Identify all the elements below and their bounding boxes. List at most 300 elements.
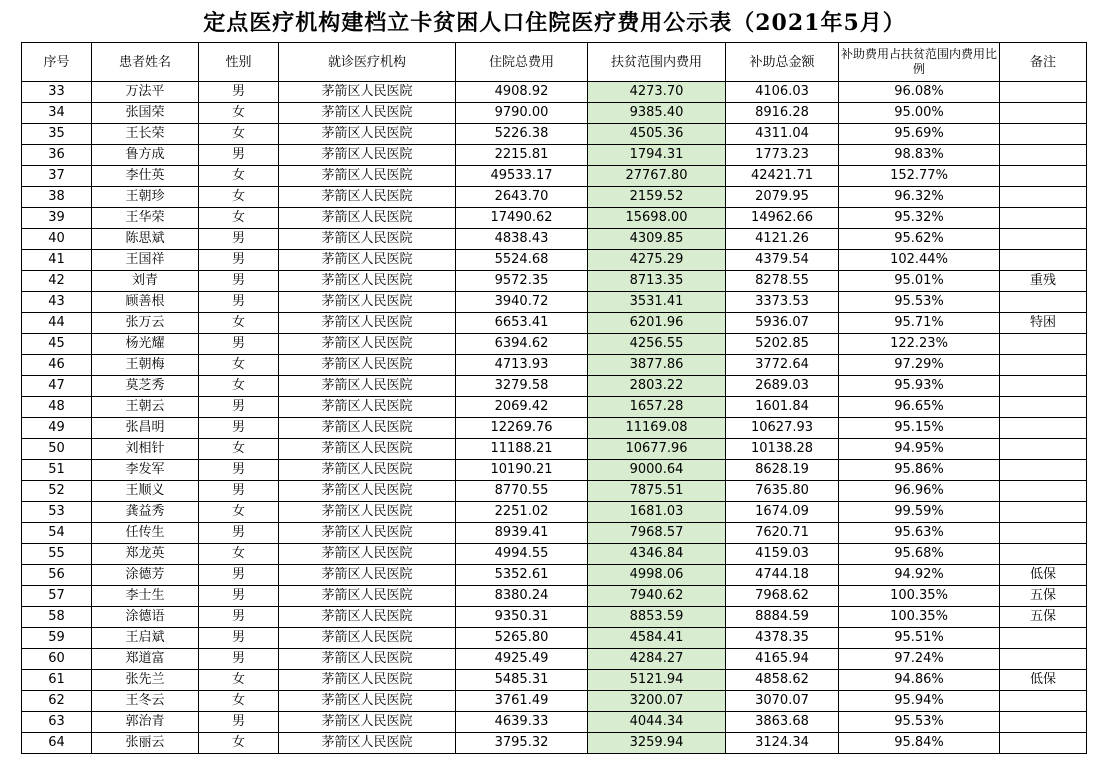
cell-poverty-cost: 4584.41 (588, 628, 726, 649)
table-row (22, 649, 1087, 670)
cell-patient-name: 王长荣 (92, 124, 199, 145)
cell-patient-name: 顾善根 (92, 292, 199, 313)
cell-patient-name: 张万云 (92, 313, 199, 334)
cell-gender: 女 (199, 544, 279, 565)
cell-gender: 男 (199, 229, 279, 250)
cell-hospital: 茅箭区人民医院 (279, 628, 456, 649)
cell-gender: 女 (199, 670, 279, 691)
cell-hospital: 茅箭区人民医院 (279, 145, 456, 166)
page-title: 定点医疗机构建档立卡贫困人口住院医疗费用公示表（2021年5月） (203, 10, 906, 36)
cell-poverty-cost: 7968.57 (588, 523, 726, 544)
cell-hospital: 茅箭区人民医院 (279, 355, 456, 376)
cell-total-cost: 4925.49 (456, 649, 588, 670)
cell-gender: 女 (199, 733, 279, 754)
cell-ratio: 94.86% (839, 670, 1000, 691)
cell-poverty-cost: 4998.06 (588, 565, 726, 586)
cell-poverty-cost: 1794.31 (588, 145, 726, 166)
cell-poverty-cost: 2159.52 (588, 187, 726, 208)
cell-subsidy: 3772.64 (726, 355, 839, 376)
cell-subsidy: 5936.07 (726, 313, 839, 334)
cell-subsidy: 7620.71 (726, 523, 839, 544)
cell-poverty-cost: 3877.86 (588, 355, 726, 376)
cell-total-cost: 17490.62 (456, 208, 588, 229)
table-row (22, 523, 1087, 544)
table-row (22, 292, 1087, 313)
table-row (22, 271, 1087, 292)
cell-no: 50 (22, 439, 92, 460)
header-subsidy: 补助总金额 (726, 43, 839, 82)
cell-hospital: 茅箭区人民医院 (279, 103, 456, 124)
cell-subsidy: 14962.66 (726, 208, 839, 229)
cell-no: 35 (22, 124, 92, 145)
cell-ratio: 95.94% (839, 691, 1000, 712)
cell-ratio: 95.71% (839, 313, 1000, 334)
cell-patient-name: 李士生 (92, 586, 199, 607)
cell-poverty-cost: 4273.70 (588, 82, 726, 103)
cell-total-cost: 10190.21 (456, 460, 588, 481)
cell-note (1000, 712, 1087, 733)
cell-subsidy: 7635.80 (726, 481, 839, 502)
table-row (22, 565, 1087, 586)
table-row (22, 544, 1087, 565)
cell-gender: 男 (199, 607, 279, 628)
cell-note: 重残 (1000, 271, 1087, 292)
cell-hospital: 茅箭区人民医院 (279, 502, 456, 523)
cell-gender: 女 (199, 313, 279, 334)
cell-poverty-cost: 10677.96 (588, 439, 726, 460)
cell-patient-name: 涂德语 (92, 607, 199, 628)
cell-no: 38 (22, 187, 92, 208)
cell-no: 46 (22, 355, 92, 376)
cell-hospital: 茅箭区人民医院 (279, 418, 456, 439)
cell-total-cost: 3279.58 (456, 376, 588, 397)
cell-hospital: 茅箭区人民医院 (279, 607, 456, 628)
cell-gender: 女 (199, 502, 279, 523)
cell-ratio: 96.32% (839, 187, 1000, 208)
cell-subsidy: 8916.28 (726, 103, 839, 124)
header-hospital: 就诊医疗机构 (279, 43, 456, 82)
table-row (22, 187, 1087, 208)
cell-patient-name: 刘青 (92, 271, 199, 292)
cell-patient-name: 杨光耀 (92, 334, 199, 355)
cell-poverty-cost: 27767.80 (588, 166, 726, 187)
cell-patient-name: 李发军 (92, 460, 199, 481)
cell-hospital: 茅箭区人民医院 (279, 292, 456, 313)
cell-patient-name: 王启斌 (92, 628, 199, 649)
cell-subsidy: 4106.03 (726, 82, 839, 103)
cell-note (1000, 439, 1087, 460)
cell-no: 57 (22, 586, 92, 607)
cell-hospital: 茅箭区人民医院 (279, 460, 456, 481)
cell-total-cost: 2251.02 (456, 502, 588, 523)
cell-gender: 男 (199, 586, 279, 607)
cell-note (1000, 544, 1087, 565)
cell-ratio: 96.65% (839, 397, 1000, 418)
cell-total-cost: 4713.93 (456, 355, 588, 376)
cell-total-cost: 8770.55 (456, 481, 588, 502)
cell-no: 60 (22, 649, 92, 670)
cell-total-cost: 2069.42 (456, 397, 588, 418)
cell-note (1000, 145, 1087, 166)
table-row (22, 82, 1087, 103)
cell-ratio: 96.96% (839, 481, 1000, 502)
cell-poverty-cost: 3531.41 (588, 292, 726, 313)
cell-gender: 男 (199, 418, 279, 439)
cell-no: 47 (22, 376, 92, 397)
cell-gender: 女 (199, 439, 279, 460)
cell-no: 34 (22, 103, 92, 124)
cell-gender: 女 (199, 691, 279, 712)
cell-total-cost: 9350.31 (456, 607, 588, 628)
cell-total-cost: 9572.35 (456, 271, 588, 292)
cell-no: 53 (22, 502, 92, 523)
cell-subsidy: 1773.23 (726, 145, 839, 166)
cell-ratio: 95.93% (839, 376, 1000, 397)
cell-hospital: 茅箭区人民医院 (279, 586, 456, 607)
cell-gender: 男 (199, 292, 279, 313)
cell-gender: 女 (199, 355, 279, 376)
cell-ratio: 95.86% (839, 460, 1000, 481)
cell-patient-name: 张丽云 (92, 733, 199, 754)
cell-ratio: 95.32% (839, 208, 1000, 229)
cell-total-cost: 5524.68 (456, 250, 588, 271)
cell-patient-name: 王顺义 (92, 481, 199, 502)
cell-ratio: 95.00% (839, 103, 1000, 124)
cell-hospital: 茅箭区人民医院 (279, 82, 456, 103)
table-row (22, 502, 1087, 523)
cell-note (1000, 355, 1087, 376)
cell-ratio: 100.35% (839, 607, 1000, 628)
cell-hospital: 茅箭区人民医院 (279, 271, 456, 292)
cell-no: 42 (22, 271, 92, 292)
cell-no: 51 (22, 460, 92, 481)
cell-note (1000, 691, 1087, 712)
cell-subsidy: 8628.19 (726, 460, 839, 481)
cell-note: 特困 (1000, 313, 1087, 334)
cell-poverty-cost: 3259.94 (588, 733, 726, 754)
table-row (22, 439, 1087, 460)
cell-gender: 男 (199, 397, 279, 418)
cell-poverty-cost: 3200.07 (588, 691, 726, 712)
cell-poverty-cost: 4309.85 (588, 229, 726, 250)
cell-ratio: 97.29% (839, 355, 1000, 376)
table-row (22, 481, 1087, 502)
cell-subsidy: 8278.55 (726, 271, 839, 292)
cell-ratio: 95.63% (839, 523, 1000, 544)
cell-gender: 男 (199, 82, 279, 103)
cell-total-cost: 4908.92 (456, 82, 588, 103)
cell-ratio: 96.08% (839, 82, 1000, 103)
cell-subsidy: 1601.84 (726, 397, 839, 418)
cell-poverty-cost: 4346.84 (588, 544, 726, 565)
cell-subsidy: 4165.94 (726, 649, 839, 670)
cell-ratio: 95.51% (839, 628, 1000, 649)
cell-no: 33 (22, 82, 92, 103)
cell-patient-name: 莫芝秀 (92, 376, 199, 397)
cell-no: 63 (22, 712, 92, 733)
cell-note (1000, 502, 1087, 523)
cell-gender: 男 (199, 271, 279, 292)
header-note: 备注 (1000, 43, 1087, 82)
cell-hospital: 茅箭区人民医院 (279, 712, 456, 733)
cell-subsidy: 4311.04 (726, 124, 839, 145)
cell-patient-name: 郑道富 (92, 649, 199, 670)
cell-ratio: 95.62% (839, 229, 1000, 250)
cell-no: 59 (22, 628, 92, 649)
cell-ratio: 95.53% (839, 712, 1000, 733)
cell-note: 五保 (1000, 586, 1087, 607)
cell-total-cost: 5226.38 (456, 124, 588, 145)
cell-poverty-cost: 7940.62 (588, 586, 726, 607)
cell-poverty-cost: 4275.29 (588, 250, 726, 271)
cell-poverty-cost: 5121.94 (588, 670, 726, 691)
cell-note (1000, 250, 1087, 271)
cell-total-cost: 9790.00 (456, 103, 588, 124)
cell-gender: 女 (199, 124, 279, 145)
cell-poverty-cost: 1657.28 (588, 397, 726, 418)
cell-ratio: 95.15% (839, 418, 1000, 439)
cell-note (1000, 187, 1087, 208)
table-row (22, 670, 1087, 691)
cell-patient-name: 郭治青 (92, 712, 199, 733)
cell-note (1000, 82, 1087, 103)
cell-hospital: 茅箭区人民医院 (279, 208, 456, 229)
cell-hospital: 茅箭区人民医院 (279, 313, 456, 334)
cell-subsidy: 42421.71 (726, 166, 839, 187)
cell-note (1000, 418, 1087, 439)
table-row (22, 166, 1087, 187)
cell-patient-name: 张昌明 (92, 418, 199, 439)
cell-gender: 男 (199, 565, 279, 586)
table-row (22, 208, 1087, 229)
cell-no: 55 (22, 544, 92, 565)
cell-total-cost: 2215.81 (456, 145, 588, 166)
cell-gender: 男 (199, 334, 279, 355)
cell-gender: 男 (199, 712, 279, 733)
cell-hospital: 茅箭区人民医院 (279, 439, 456, 460)
cell-gender: 女 (199, 376, 279, 397)
cell-subsidy: 3070.07 (726, 691, 839, 712)
cell-total-cost: 6394.62 (456, 334, 588, 355)
cell-ratio: 122.23% (839, 334, 1000, 355)
cell-total-cost: 4639.33 (456, 712, 588, 733)
cell-patient-name: 王朝珍 (92, 187, 199, 208)
cell-hospital: 茅箭区人民医院 (279, 124, 456, 145)
table-row (22, 145, 1087, 166)
cell-subsidy: 3373.53 (726, 292, 839, 313)
cell-poverty-cost: 8713.35 (588, 271, 726, 292)
header-name: 患者姓名 (92, 43, 199, 82)
cell-poverty-cost: 11169.08 (588, 418, 726, 439)
cell-subsidy: 2689.03 (726, 376, 839, 397)
cell-no: 56 (22, 565, 92, 586)
cell-gender: 男 (199, 523, 279, 544)
cell-no: 43 (22, 292, 92, 313)
cell-note (1000, 103, 1087, 124)
cell-ratio: 100.35% (839, 586, 1000, 607)
cell-ratio: 102.44% (839, 250, 1000, 271)
cell-subsidy: 4378.35 (726, 628, 839, 649)
cell-hospital: 茅箭区人民医院 (279, 523, 456, 544)
cell-ratio: 95.01% (839, 271, 1000, 292)
cell-poverty-cost: 7875.51 (588, 481, 726, 502)
table-row (22, 586, 1087, 607)
cell-ratio: 95.68% (839, 544, 1000, 565)
table-row (22, 397, 1087, 418)
cell-no: 36 (22, 145, 92, 166)
cell-ratio: 95.84% (839, 733, 1000, 754)
cell-hospital: 茅箭区人民医院 (279, 649, 456, 670)
cell-note (1000, 523, 1087, 544)
header-gender: 性别 (199, 43, 279, 82)
cell-note (1000, 628, 1087, 649)
cell-ratio: 98.83% (839, 145, 1000, 166)
cell-poverty-cost: 8853.59 (588, 607, 726, 628)
cell-subsidy: 5202.85 (726, 334, 839, 355)
cell-patient-name: 王国祥 (92, 250, 199, 271)
header-ratio: 补助费用占扶贫范围内费用比例 (839, 43, 1000, 82)
cell-note: 五保 (1000, 607, 1087, 628)
cell-ratio: 95.53% (839, 292, 1000, 313)
cell-subsidy: 10138.28 (726, 439, 839, 460)
cell-gender: 男 (199, 145, 279, 166)
cell-patient-name: 郑龙英 (92, 544, 199, 565)
table-row (22, 418, 1087, 439)
header-poverty-cost: 扶贫范围内费用 (588, 43, 726, 82)
cell-note: 低保 (1000, 565, 1087, 586)
cell-no: 44 (22, 313, 92, 334)
header-row (22, 43, 1087, 82)
table-row (22, 733, 1087, 754)
cell-hospital: 茅箭区人民医院 (279, 397, 456, 418)
cell-gender: 女 (199, 208, 279, 229)
table-row (22, 334, 1087, 355)
cell-hospital: 茅箭区人民医院 (279, 733, 456, 754)
cell-patient-name: 王华荣 (92, 208, 199, 229)
header-total-cost: 住院总费用 (456, 43, 588, 82)
cell-total-cost: 4838.43 (456, 229, 588, 250)
cell-patient-name: 龚益秀 (92, 502, 199, 523)
cell-total-cost: 3940.72 (456, 292, 588, 313)
cell-total-cost: 5352.61 (456, 565, 588, 586)
cell-ratio: 97.24% (839, 649, 1000, 670)
cell-poverty-cost: 9000.64 (588, 460, 726, 481)
cell-no: 58 (22, 607, 92, 628)
cell-note (1000, 481, 1087, 502)
cell-patient-name: 任传生 (92, 523, 199, 544)
cell-no: 54 (22, 523, 92, 544)
cell-hospital: 茅箭区人民医院 (279, 376, 456, 397)
table-row (22, 229, 1087, 250)
cell-patient-name: 张国荣 (92, 103, 199, 124)
cell-note (1000, 733, 1087, 754)
cell-total-cost: 2643.70 (456, 187, 588, 208)
cell-note (1000, 124, 1087, 145)
cell-gender: 男 (199, 481, 279, 502)
cell-gender: 男 (199, 250, 279, 271)
cell-gender: 男 (199, 460, 279, 481)
cell-total-cost: 11188.21 (456, 439, 588, 460)
table-row (22, 712, 1087, 733)
cell-patient-name: 张先兰 (92, 670, 199, 691)
cell-poverty-cost: 6201.96 (588, 313, 726, 334)
cell-subsidy: 7968.62 (726, 586, 839, 607)
table-row (22, 250, 1087, 271)
cell-no: 45 (22, 334, 92, 355)
cell-gender: 男 (199, 649, 279, 670)
cell-gender: 女 (199, 166, 279, 187)
cell-note (1000, 166, 1087, 187)
cell-total-cost: 5485.31 (456, 670, 588, 691)
cell-subsidy: 3863.68 (726, 712, 839, 733)
cell-poverty-cost: 2803.22 (588, 376, 726, 397)
cell-no: 48 (22, 397, 92, 418)
cell-patient-name: 万法平 (92, 82, 199, 103)
cell-subsidy: 4744.18 (726, 565, 839, 586)
cell-note (1000, 292, 1087, 313)
cell-hospital: 茅箭区人民医院 (279, 565, 456, 586)
cell-ratio: 94.92% (839, 565, 1000, 586)
table-row (22, 313, 1087, 334)
cell-note (1000, 397, 1087, 418)
cell-poverty-cost: 9385.40 (588, 103, 726, 124)
header-no: 序号 (22, 43, 92, 82)
cell-poverty-cost: 4256.55 (588, 334, 726, 355)
cell-ratio: 152.77% (839, 166, 1000, 187)
cell-patient-name: 李仕英 (92, 166, 199, 187)
cell-note (1000, 334, 1087, 355)
cell-hospital: 茅箭区人民医院 (279, 250, 456, 271)
cell-poverty-cost: 4505.36 (588, 124, 726, 145)
cell-total-cost: 12269.76 (456, 418, 588, 439)
table-row (22, 355, 1087, 376)
cell-no: 64 (22, 733, 92, 754)
cell-note (1000, 208, 1087, 229)
cell-patient-name: 陈思斌 (92, 229, 199, 250)
cell-gender: 女 (199, 103, 279, 124)
cell-total-cost: 6653.41 (456, 313, 588, 334)
cell-poverty-cost: 4284.27 (588, 649, 726, 670)
cell-total-cost: 3761.49 (456, 691, 588, 712)
cell-no: 39 (22, 208, 92, 229)
cell-ratio: 99.59% (839, 502, 1000, 523)
cell-no: 40 (22, 229, 92, 250)
cell-note (1000, 229, 1087, 250)
cell-patient-name: 涂德芳 (92, 565, 199, 586)
cell-gender: 男 (199, 628, 279, 649)
cell-subsidy: 3124.34 (726, 733, 839, 754)
cell-hospital: 茅箭区人民医院 (279, 334, 456, 355)
table-row (22, 628, 1087, 649)
cell-subsidy: 1674.09 (726, 502, 839, 523)
cell-patient-name: 刘相针 (92, 439, 199, 460)
cell-note: 低保 (1000, 670, 1087, 691)
cell-poverty-cost: 15698.00 (588, 208, 726, 229)
cell-no: 61 (22, 670, 92, 691)
cell-ratio: 95.69% (839, 124, 1000, 145)
table-row (22, 691, 1087, 712)
cell-subsidy: 4379.54 (726, 250, 839, 271)
cell-ratio: 94.95% (839, 439, 1000, 460)
cell-subsidy: 4121.26 (726, 229, 839, 250)
table-row (22, 460, 1087, 481)
cell-hospital: 茅箭区人民医院 (279, 691, 456, 712)
cell-no: 49 (22, 418, 92, 439)
cell-total-cost: 8939.41 (456, 523, 588, 544)
table-row (22, 124, 1087, 145)
cell-hospital: 茅箭区人民医院 (279, 544, 456, 565)
cell-patient-name: 王冬云 (92, 691, 199, 712)
